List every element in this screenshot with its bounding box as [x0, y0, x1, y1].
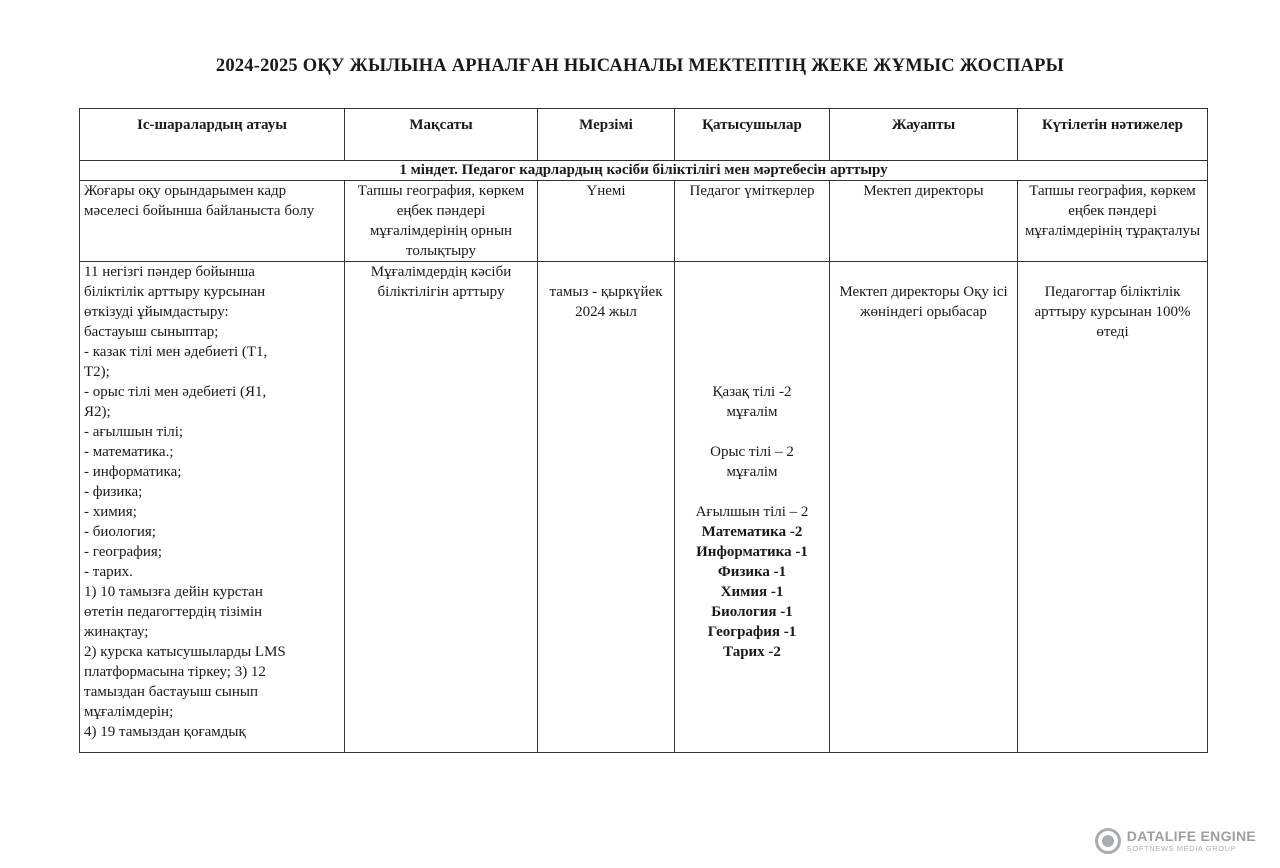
responsible-text: Мектеп директоры Оқу ісі жөніндегі орыбасар: [839, 284, 1008, 320]
text-line: өтетін педагогтердің тізімін: [84, 604, 263, 620]
text-line: 11 негізгі пәндер бойынша: [84, 264, 255, 280]
header-cell: Қатысушылар: [675, 109, 830, 161]
text-line: 4) 19 тамыздан қоғамдық: [84, 724, 246, 740]
text-line: платформасына тіркеу; 3) 12: [84, 664, 266, 680]
text-line: Я2);: [84, 404, 111, 420]
text-line: - биология;: [84, 524, 156, 540]
text-line: [679, 422, 825, 442]
text-line: мұғалім: [726, 404, 778, 420]
header-cell: Жауапты: [830, 109, 1018, 161]
watermark: [1095, 828, 1256, 854]
header-cell: Мерзімі: [538, 109, 675, 161]
text-line: - ағылшын тілі;: [84, 424, 184, 440]
text-line: Биология -1: [711, 604, 793, 620]
responsible-cell: [830, 262, 1018, 753]
result-cell: [1018, 262, 1208, 753]
watermark-main: DATALIFE ENGINE: [1126, 828, 1256, 845]
page-title: 2024-2025 ОҚУ ЖЫЛЫНА АРНАЛҒАН НЫСАНАЛЫ МЕКТЕПТІҢ ЖЕКЕ ЖҰМЫС ЖОСПАРЫ: [215, 56, 1065, 76]
text-line: - информатика;: [84, 464, 182, 480]
text-line: Т2);: [84, 364, 110, 380]
text-line: - химия;: [84, 504, 137, 520]
text-line: жинақтау;: [84, 624, 149, 640]
section-title: 1 міндет. Педагог кадрлардың кәсіби біліктілігі мен мәртебесін арттыру: [80, 161, 1208, 181]
activity-name-cell: [80, 262, 345, 753]
text-line: мұғалімдерін;: [84, 704, 174, 720]
datalife-logo-icon: [1095, 828, 1121, 854]
table-header-row: [80, 109, 1208, 161]
work-plan-table: [79, 108, 1208, 753]
text-line: - география;: [84, 544, 162, 560]
header-cell: Күтілетін нәтижелер: [1018, 109, 1208, 161]
table-row: [80, 181, 1208, 262]
activity-name-cell: Жоғары оқу орындарымен кадр мәселесі бойынша байланыста болу: [80, 181, 345, 262]
text-line: тамыздан бастауыш сынып: [84, 684, 259, 700]
participants-cell: Педагог үміткерлер: [675, 181, 830, 262]
deadline-text: тамыз - қыркүйек 2024 жыл: [549, 284, 663, 320]
text-line: - физика;: [84, 484, 143, 500]
text-line: - казак тілі мен әдебиеті (Т1,: [84, 344, 268, 360]
watermark-sub: SOFTNEWS MEDIA GROUP: [1126, 844, 1237, 854]
activity-name-lines: [84, 262, 340, 742]
text-line: Информатика -1: [696, 544, 808, 560]
table-row: [80, 262, 1208, 753]
header-cell: Іс-шаралардың атауы: [80, 109, 345, 161]
participants-cell: [675, 262, 830, 753]
text-line: Тарих -2: [723, 644, 781, 660]
participants-lines: [679, 382, 825, 662]
result-text: Педагогтар біліктілік арттыру курсынан 100% өтеді: [1034, 284, 1191, 340]
text-line: География -1: [707, 624, 797, 640]
text-line: бастауыш сыныптар;: [84, 324, 219, 340]
text-line: 1) 10 тамызға дейін курстан: [84, 584, 263, 600]
text-line: Химия -1: [720, 584, 784, 600]
text-line: Қазақ тілі -2: [712, 384, 792, 400]
deadline-cell: Үнемі: [538, 181, 675, 262]
text-line: - тарих.: [84, 564, 133, 580]
goal-cell: Тапшы география, көркем еңбек пәндері мұғалімдерінің орнын толықтыру: [345, 181, 538, 262]
text-line: [679, 482, 825, 502]
text-line: Физика -1: [717, 564, 787, 580]
text-line: Математика -2: [701, 524, 803, 540]
responsible-cell: Мектеп директоры: [830, 181, 1018, 262]
goal-cell: Мұғалімдердің кәсіби біліктілігін арттыру: [345, 262, 538, 753]
text-line: өткізуді ұйымдастыру:: [84, 304, 229, 320]
text-line: - математика.;: [84, 444, 174, 460]
text-line: Орыс тілі – 2: [710, 444, 794, 460]
header-cell: Мақсаты: [345, 109, 538, 161]
text-line: - орыс тілі мен әдебиеті (Я1,: [84, 384, 267, 400]
section-row: [80, 161, 1208, 181]
text-line: біліктілік арттыру курсынан: [84, 284, 266, 300]
result-cell: Тапшы география, көркем еңбек пәндері мұғалімдерінің тұрақталуы: [1018, 181, 1208, 262]
text-line: 2) курска катысушыларды LMS: [84, 644, 286, 660]
text-line: Ағылшын тілі – 2: [695, 504, 809, 520]
text-line: мұғалім: [726, 464, 778, 480]
deadline-cell: [538, 262, 675, 753]
